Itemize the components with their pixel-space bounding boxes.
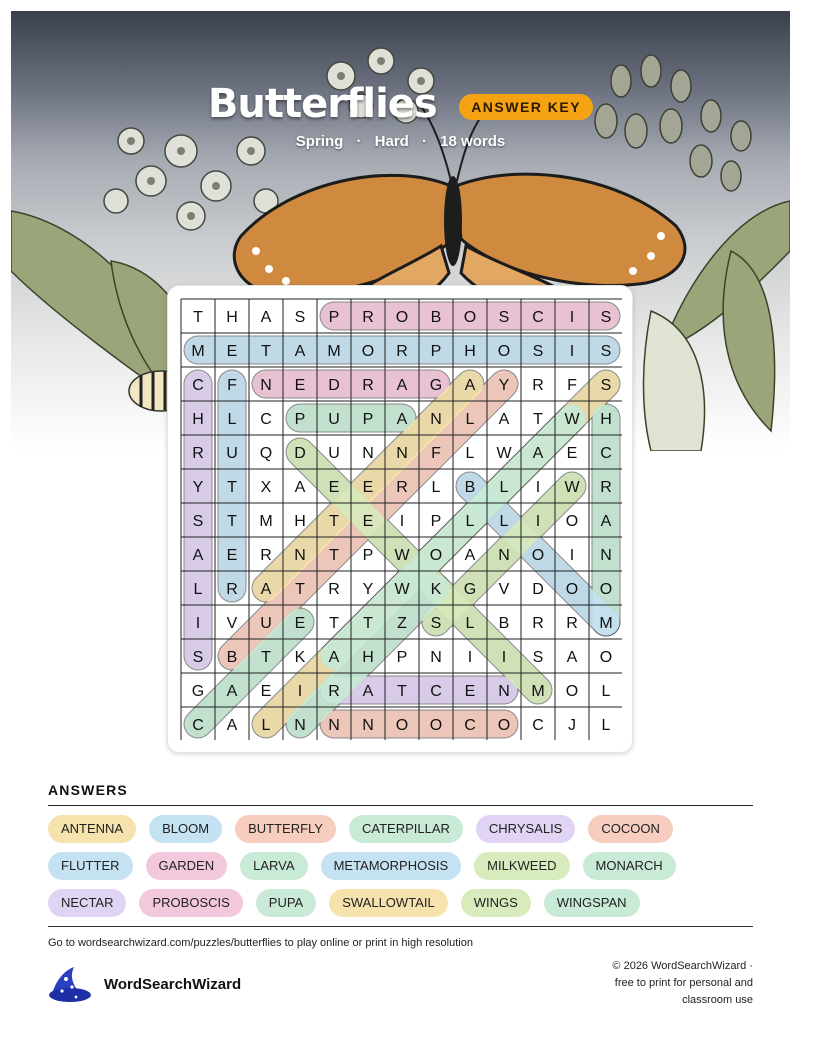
grid-letter: T — [227, 479, 237, 496]
grid-letter: O — [361, 343, 375, 360]
grid-letter: A — [464, 377, 476, 394]
grid-letter: P — [294, 411, 306, 428]
grid-letter: B — [498, 615, 510, 632]
grid-letter: S — [600, 377, 612, 394]
grid-letter: O — [395, 717, 409, 734]
grid-letter: Y — [192, 479, 204, 496]
grid-letter: E — [566, 445, 578, 462]
grid-letter: T — [329, 615, 339, 632]
grid-letter: P — [362, 547, 374, 564]
grid-letter: I — [297, 683, 303, 700]
grid-letter: E — [328, 479, 340, 496]
grid-letter: M — [599, 615, 613, 632]
answer-chip: PUPA — [256, 889, 316, 917]
answer-chip: PROBOSCIS — [139, 889, 242, 917]
grid-letter: T — [329, 547, 339, 564]
grid-letter: U — [260, 615, 272, 632]
grid-letter: N — [430, 411, 442, 428]
answer-key-badge: ANSWER KEY — [459, 94, 593, 120]
answer-chip: COCOON — [588, 815, 673, 843]
grid-letter: I — [569, 547, 575, 564]
grid-letter: O — [599, 581, 613, 598]
answer-chip: WINGSPAN — [544, 889, 640, 917]
grid-letter: L — [499, 513, 509, 530]
grid-letter: O — [463, 309, 477, 326]
answer-chip: CHRYSALIS — [476, 815, 575, 843]
grid-letter: W — [564, 479, 580, 496]
grid-letter: O — [565, 513, 579, 530]
grid-letter: A — [464, 547, 476, 564]
grid-letter: C — [532, 717, 544, 734]
grid-letter: O — [565, 683, 579, 700]
theme-label: Spring — [295, 133, 344, 150]
grid-letter: T — [363, 615, 373, 632]
grid-letter: T — [261, 649, 271, 666]
grid-letter: I — [569, 309, 575, 326]
divider — [48, 926, 753, 927]
answer-chip: CATERPILLAR — [349, 815, 463, 843]
difficulty-label: Hard — [374, 133, 409, 150]
grid-letter: L — [465, 445, 475, 462]
grid-letter: F — [567, 377, 577, 394]
grid-letter: U — [328, 411, 340, 428]
grid-letter: S — [532, 343, 544, 360]
answer-chip: LARVA — [240, 852, 307, 880]
grid-letter: I — [535, 479, 541, 496]
grid-letter: E — [294, 377, 306, 394]
grid-letter: I — [399, 513, 405, 530]
copyright-text — [553, 958, 753, 1009]
grid-letter: R — [260, 547, 272, 564]
separator: · — [422, 133, 427, 150]
grid-letter: T — [227, 513, 237, 530]
wizard-hat-icon — [48, 965, 92, 1003]
grid-letter: S — [294, 309, 306, 326]
grid-letter: A — [396, 377, 408, 394]
grid-letter: N — [396, 445, 408, 462]
grid-letter: P — [430, 513, 442, 530]
grid-letter: M — [531, 683, 545, 700]
grid-letter: M — [259, 513, 273, 530]
grid-letter: L — [601, 717, 611, 734]
grid-letter: R — [362, 309, 374, 326]
grid-letter: M — [327, 343, 341, 360]
grid-letter: B — [226, 649, 238, 666]
grid-letter: O — [599, 649, 613, 666]
grid-letter: N — [294, 717, 306, 734]
grid-letter: H — [226, 309, 238, 326]
grid-letter: N — [600, 547, 612, 564]
title-row — [11, 81, 790, 127]
grid-letter: H — [192, 411, 204, 428]
copyright-line: © 2026 WordSearchWizard · — [612, 960, 753, 972]
grid-letter: O — [497, 717, 511, 734]
grid-letter: P — [396, 649, 408, 666]
grid-letter: R — [532, 377, 544, 394]
page-title: Butterflies — [207, 81, 437, 127]
grid-letter: D — [294, 445, 306, 462]
grid-letter: R — [532, 615, 544, 632]
answer-chip: SWALLOWTAIL — [329, 889, 447, 917]
grid-letter: T — [261, 343, 271, 360]
grid-letter: G — [463, 581, 477, 598]
grid-letter: T — [397, 683, 407, 700]
grid-letter: O — [497, 343, 511, 360]
grid-letter: A — [226, 683, 238, 700]
grid-letter: K — [430, 581, 442, 598]
grid-letter: O — [429, 717, 443, 734]
grid-letter: V — [226, 615, 238, 632]
grid-letter: E — [464, 683, 476, 700]
grid-letter: P — [328, 309, 340, 326]
grid-letter: C — [260, 411, 272, 428]
grid-letter: N — [362, 445, 374, 462]
grid-letter: A — [294, 343, 306, 360]
grid-letter: S — [600, 343, 612, 360]
grid-letter: O — [395, 309, 409, 326]
grid-letter: L — [499, 479, 509, 496]
copyright-line: classroom use — [682, 994, 753, 1006]
grid-letter: A — [566, 649, 578, 666]
grid-letter: A — [192, 547, 204, 564]
grid-letter: A — [600, 513, 612, 530]
grid-letter: L — [261, 717, 271, 734]
grid-letter: G — [429, 377, 443, 394]
grid-letter: H — [464, 343, 476, 360]
grid-letter: H — [600, 411, 612, 428]
grid-letter: I — [569, 343, 575, 360]
grid-letter: C — [532, 309, 544, 326]
grid-letter: C — [192, 717, 204, 734]
answer-chip: BLOOM — [149, 815, 222, 843]
grid-letter: N — [498, 547, 510, 564]
grid-letter: O — [565, 581, 579, 598]
grid-letter: S — [600, 309, 612, 326]
grid-letter: A — [532, 445, 544, 462]
grid-letter: C — [464, 717, 476, 734]
grid-letter: C — [430, 683, 442, 700]
answer-chip: MONARCH — [583, 852, 676, 880]
grid-letter: N — [498, 683, 510, 700]
grid-letter: E — [260, 683, 272, 700]
grid-letter: F — [227, 377, 237, 394]
grid-letter: G — [191, 683, 205, 700]
grid-letter: J — [568, 717, 576, 734]
grid-letter: L — [431, 479, 441, 496]
footer-url-text: Go to wordsearchwizard.com/puzzles/butterflies to play online or print in high resolution — [48, 937, 473, 949]
puzzle-meta — [11, 133, 790, 150]
grid-letter: E — [362, 479, 374, 496]
answer-chip: WINGS — [461, 889, 531, 917]
grid-letter: L — [601, 683, 611, 700]
grid-letter: Y — [362, 581, 374, 598]
answers-heading: ANSWERS — [48, 782, 128, 798]
grid-letter: S — [192, 649, 204, 666]
grid-letter: W — [564, 411, 580, 428]
grid-letter: A — [396, 411, 408, 428]
grid-letter: D — [328, 377, 340, 394]
grid-letter: L — [227, 411, 237, 428]
grid-letter: D — [532, 581, 544, 598]
grid-letter: S — [498, 309, 510, 326]
grid-letter: T — [193, 309, 203, 326]
grid-letter: I — [467, 649, 473, 666]
word-count-label: 18 words — [440, 133, 506, 150]
grid-letter: T — [329, 513, 339, 530]
grid-letter: U — [226, 445, 238, 462]
answer-chip: MILKWEED — [474, 852, 569, 880]
grid-letter: X — [260, 479, 272, 496]
grid-letter: L — [465, 513, 475, 530]
grid-letter: F — [431, 445, 441, 462]
grid-letter: H — [362, 649, 374, 666]
grid-letter: P — [430, 343, 442, 360]
grid-letter: C — [192, 377, 204, 394]
grid-letter: L — [465, 615, 475, 632]
grid-letter: W — [394, 547, 410, 564]
answer-chip: ANTENNA — [48, 815, 136, 843]
grid-letter: U — [328, 445, 340, 462]
grid-letter: T — [295, 581, 305, 598]
grid-letter: Q — [259, 445, 273, 462]
grid-letter: S — [430, 615, 442, 632]
grid-letter: W — [394, 581, 410, 598]
answers-section — [48, 782, 753, 917]
grid-letter: R — [328, 581, 340, 598]
brand[interactable] — [48, 965, 241, 1003]
grid-letter: O — [429, 547, 443, 564]
grid-letter: N — [362, 717, 374, 734]
grid-letter: R — [396, 479, 408, 496]
grid-letter: L — [193, 581, 203, 598]
grid-letter: N — [294, 547, 306, 564]
grid-letter: M — [191, 343, 205, 360]
grid-letter: C — [600, 445, 612, 462]
answer-chip: METAMORPHOSIS — [321, 852, 462, 880]
grid-letter: R — [600, 479, 612, 496]
grid-letter: I — [195, 615, 201, 632]
answer-list — [48, 815, 753, 917]
grid-letter: N — [430, 649, 442, 666]
grid-letter: H — [294, 513, 306, 530]
separator: · — [356, 133, 362, 150]
grid-letter: B — [464, 479, 476, 496]
grid-letter: B — [430, 309, 442, 326]
grid-letter: K — [294, 649, 306, 666]
grid-letter: Y — [498, 377, 510, 394]
grid-letter: A — [260, 309, 272, 326]
grid-letter: N — [328, 717, 340, 734]
grid-letter: R — [362, 377, 374, 394]
grid-letter: A — [498, 411, 510, 428]
grid-letter: N — [260, 377, 272, 394]
grid-letter: A — [260, 581, 272, 598]
divider — [48, 805, 753, 806]
grid-letter: T — [533, 411, 543, 428]
grid-letter: A — [294, 479, 306, 496]
grid-letter: I — [501, 649, 507, 666]
answer-chip: GARDEN — [146, 852, 228, 880]
grid-letter: E — [226, 343, 238, 360]
grid-letter: S — [192, 513, 204, 530]
grid-letter: L — [465, 411, 475, 428]
grid-letter: V — [498, 581, 510, 598]
grid-letter: R — [566, 615, 578, 632]
grid-letter: R — [226, 581, 238, 598]
grid-letter: R — [192, 445, 204, 462]
grid-letter: O — [531, 547, 545, 564]
grid-letter: W — [496, 445, 512, 462]
grid-letter: R — [328, 683, 340, 700]
answer-chip: BUTTERFLY — [235, 815, 336, 843]
grid-letter: I — [535, 513, 541, 530]
grid-letter: Z — [397, 615, 407, 632]
copyright-line: free to print for personal and — [614, 977, 753, 989]
grid-letter: P — [362, 411, 374, 428]
grid-letter: R — [396, 343, 408, 360]
word-search-grid — [180, 298, 622, 740]
grid-letter: A — [226, 717, 238, 734]
answer-chip: FLUTTER — [48, 852, 133, 880]
grid-letter: E — [362, 513, 374, 530]
grid-letter: E — [294, 615, 306, 632]
grid-letter: A — [328, 649, 340, 666]
grid-letter: A — [362, 683, 374, 700]
brand-name: WordSearchWizard — [104, 975, 242, 993]
grid-letter: E — [226, 547, 238, 564]
answer-chip: NECTAR — [48, 889, 126, 917]
grid-letter: S — [532, 649, 544, 666]
